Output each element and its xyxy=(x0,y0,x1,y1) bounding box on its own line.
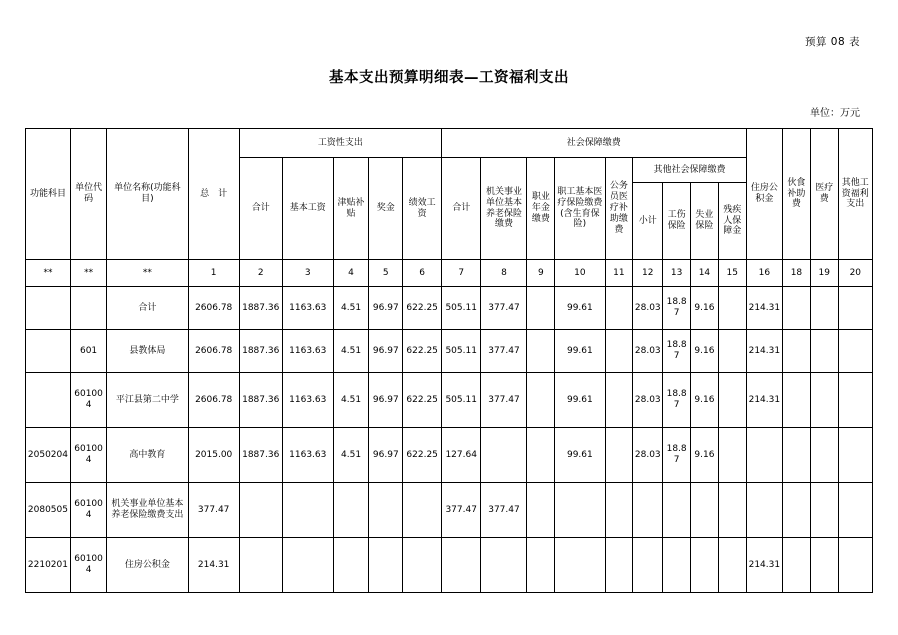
colnum: 16 xyxy=(746,260,782,287)
cell-total: 2606.78 xyxy=(188,373,239,428)
table-body xyxy=(26,260,873,593)
cell-disability-fund xyxy=(718,330,746,373)
col-header-meal-subsidy: 伙食补助费 xyxy=(783,129,811,260)
cell-occ-pension xyxy=(527,330,555,373)
col-header-bonus: 奖金 xyxy=(369,158,403,260)
cell-other-subtotal: 28.03 xyxy=(633,330,663,373)
cell-civil-medical-subsidy xyxy=(605,538,633,593)
col-header-work-injury: 工伤保险 xyxy=(663,183,691,260)
cell-unemployment: 9.16 xyxy=(691,287,719,330)
cell-salary-total: 1887.36 xyxy=(239,373,282,428)
colnum: 20 xyxy=(838,260,872,287)
cell-housing-fund: 214.31 xyxy=(746,330,782,373)
cell-unit-name: 合计 xyxy=(107,287,188,330)
cell-allowance xyxy=(333,483,368,538)
cell-meal-subsidy xyxy=(783,428,811,483)
cell-medical-fee xyxy=(810,538,838,593)
cell-medical: 99.61 xyxy=(555,428,605,483)
cell-basic-salary: 1163.63 xyxy=(282,428,333,483)
cell-medical-fee xyxy=(810,330,838,373)
cell-medical: 99.61 xyxy=(555,287,605,330)
col-header-housing-fund: 住房公积金 xyxy=(746,129,782,260)
col-header-social-total: 合计 xyxy=(441,158,481,260)
colnum: 10 xyxy=(555,260,605,287)
unit-note: 单位：万元 xyxy=(810,108,860,119)
cell-performance xyxy=(403,483,442,538)
cell-work-injury: 18.87 xyxy=(663,330,691,373)
colnum: ** xyxy=(107,260,188,287)
colnum: 4 xyxy=(333,260,368,287)
cell-medical-fee xyxy=(810,287,838,330)
cell-pension xyxy=(481,538,527,593)
col-header-salary-total: 合计 xyxy=(239,158,282,260)
colnum: 8 xyxy=(481,260,527,287)
cell-func-code xyxy=(26,287,71,330)
page-title: 基本支出预算明细表—工资福利支出 xyxy=(329,70,569,86)
budget-table xyxy=(25,128,873,593)
col-header-unit-name: 单位名称(功能科目) xyxy=(107,129,188,260)
cell-work-injury xyxy=(663,538,691,593)
col-header-pension: 机关事业单位基本养老保险缴费 xyxy=(481,158,527,260)
cell-work-injury: 18.87 xyxy=(663,373,691,428)
col-header-disability-fund: 残疾人保障金 xyxy=(718,183,746,260)
cell-other-subtotal xyxy=(633,483,663,538)
cell-bonus: 96.97 xyxy=(369,373,403,428)
cell-occ-pension xyxy=(527,428,555,483)
cell-work-injury xyxy=(663,483,691,538)
cell-bonus: 96.97 xyxy=(369,428,403,483)
col-header-medical: 职工基本医疗保险缴费(含生育保险) xyxy=(555,158,605,260)
col-header-performance: 绩效工资 xyxy=(403,158,442,260)
colnum: 1 xyxy=(188,260,239,287)
group-header-other-social-insurance: 其他社会保障缴费 xyxy=(633,158,746,183)
cell-unit-name: 住房公积金 xyxy=(107,538,188,593)
colnum: ** xyxy=(26,260,71,287)
cell-meal-subsidy xyxy=(783,287,811,330)
cell-func-code: 2080505 xyxy=(26,483,71,538)
cell-pension: 377.47 xyxy=(481,287,527,330)
cell-total: 214.31 xyxy=(188,538,239,593)
cell-medical: 99.61 xyxy=(555,330,605,373)
cell-housing-fund: 214.31 xyxy=(746,287,782,330)
cell-basic-salary xyxy=(282,538,333,593)
cell-work-injury: 18.87 xyxy=(663,287,691,330)
col-header-total: 总 计 xyxy=(188,129,239,260)
cell-civil-medical-subsidy xyxy=(605,330,633,373)
form-code: 预算 08 表 xyxy=(804,36,860,48)
table-row xyxy=(26,373,873,428)
cell-basic-salary: 1163.63 xyxy=(282,287,333,330)
cell-meal-subsidy xyxy=(783,538,811,593)
cell-salary-total: 1887.36 xyxy=(239,428,282,483)
cell-salary-total xyxy=(239,483,282,538)
cell-other-subtotal xyxy=(633,538,663,593)
cell-pension: 377.47 xyxy=(481,483,527,538)
colnum: 13 xyxy=(663,260,691,287)
cell-unit-code: 601004 xyxy=(70,428,106,483)
cell-meal-subsidy xyxy=(783,330,811,373)
cell-bonus xyxy=(369,483,403,538)
cell-other-welfare xyxy=(838,428,872,483)
cell-housing-fund: 214.31 xyxy=(746,538,782,593)
colnum: 6 xyxy=(403,260,442,287)
cell-disability-fund xyxy=(718,373,746,428)
colnum: 5 xyxy=(369,260,403,287)
cell-other-welfare xyxy=(838,373,872,428)
col-header-unemployment: 失业保险 xyxy=(691,183,719,260)
cell-total: 2606.78 xyxy=(188,287,239,330)
cell-func-code xyxy=(26,373,71,428)
cell-performance: 622.25 xyxy=(403,373,442,428)
cell-medical-fee xyxy=(810,483,838,538)
colnum: 11 xyxy=(605,260,633,287)
cell-civil-medical-subsidy xyxy=(605,373,633,428)
group-header-salary-expense: 工资性支出 xyxy=(239,129,441,158)
cell-disability-fund xyxy=(718,287,746,330)
cell-allowance: 4.51 xyxy=(333,428,368,483)
column-number-row xyxy=(26,260,873,287)
colnum: ** xyxy=(70,260,106,287)
cell-unemployment xyxy=(691,483,719,538)
cell-bonus xyxy=(369,538,403,593)
cell-total: 2606.78 xyxy=(188,330,239,373)
cell-unemployment: 9.16 xyxy=(691,373,719,428)
cell-unit-code xyxy=(70,287,106,330)
colnum: 9 xyxy=(527,260,555,287)
colnum: 14 xyxy=(691,260,719,287)
cell-salary-total xyxy=(239,538,282,593)
cell-housing-fund xyxy=(746,483,782,538)
col-header-allowance: 津贴补贴 xyxy=(333,158,368,260)
cell-pension: 377.47 xyxy=(481,373,527,428)
colnum: 2 xyxy=(239,260,282,287)
cell-other-welfare xyxy=(838,483,872,538)
cell-pension xyxy=(481,428,527,483)
cell-civil-medical-subsidy xyxy=(605,483,633,538)
colnum: 19 xyxy=(810,260,838,287)
table-row xyxy=(26,330,873,373)
cell-medical xyxy=(555,483,605,538)
cell-occ-pension xyxy=(527,538,555,593)
cell-allowance xyxy=(333,538,368,593)
cell-allowance: 4.51 xyxy=(333,287,368,330)
cell-social-total: 127.64 xyxy=(441,428,481,483)
cell-allowance: 4.51 xyxy=(333,330,368,373)
colnum: 7 xyxy=(441,260,481,287)
col-header-basic-salary: 基本工资 xyxy=(282,158,333,260)
cell-basic-salary xyxy=(282,483,333,538)
cell-func-code xyxy=(26,330,71,373)
cell-occ-pension xyxy=(527,373,555,428)
cell-medical xyxy=(555,538,605,593)
col-header-medical-fee: 医疗费 xyxy=(810,129,838,260)
cell-unemployment: 9.16 xyxy=(691,330,719,373)
cell-bonus: 96.97 xyxy=(369,287,403,330)
cell-social-total: 505.11 xyxy=(441,373,481,428)
cell-other-welfare xyxy=(838,287,872,330)
colnum: 15 xyxy=(718,260,746,287)
group-header-social-insurance: 社会保障缴费 xyxy=(441,129,746,158)
cell-other-subtotal: 28.03 xyxy=(633,287,663,330)
col-header-func-code: 功能科目 xyxy=(26,129,71,260)
cell-social-total xyxy=(441,538,481,593)
col-header-civil-medical-subsidy: 公务员医疗补助缴费 xyxy=(605,158,633,260)
colnum: 12 xyxy=(633,260,663,287)
colnum: 18 xyxy=(783,260,811,287)
table-row xyxy=(26,483,873,538)
cell-unemployment: 9.16 xyxy=(691,428,719,483)
cell-civil-medical-subsidy xyxy=(605,287,633,330)
cell-allowance: 4.51 xyxy=(333,373,368,428)
cell-civil-medical-subsidy xyxy=(605,428,633,483)
cell-other-subtotal: 28.03 xyxy=(633,428,663,483)
table-row xyxy=(26,428,873,483)
cell-unit-name: 平江县第二中学 xyxy=(107,373,188,428)
cell-social-total: 505.11 xyxy=(441,287,481,330)
col-header-other-subtotal: 小计 xyxy=(633,183,663,260)
cell-work-injury: 18.87 xyxy=(663,428,691,483)
cell-meal-subsidy xyxy=(783,483,811,538)
cell-social-total: 505.11 xyxy=(441,330,481,373)
cell-pension: 377.47 xyxy=(481,330,527,373)
cell-housing-fund: 214.31 xyxy=(746,373,782,428)
cell-unit-code: 601004 xyxy=(70,373,106,428)
col-header-unit-code: 单位代码 xyxy=(70,129,106,260)
cell-disability-fund xyxy=(718,538,746,593)
cell-other-welfare xyxy=(838,330,872,373)
table-row xyxy=(26,538,873,593)
table-row xyxy=(26,287,873,330)
cell-basic-salary: 1163.63 xyxy=(282,330,333,373)
cell-medical-fee xyxy=(810,428,838,483)
cell-social-total: 377.47 xyxy=(441,483,481,538)
col-header-occ-pension: 职业年金缴费 xyxy=(527,158,555,260)
cell-unemployment xyxy=(691,538,719,593)
cell-medical: 99.61 xyxy=(555,373,605,428)
col-header-other-welfare: 其他工资福利支出 xyxy=(838,129,872,260)
cell-other-subtotal: 28.03 xyxy=(633,373,663,428)
cell-performance: 622.25 xyxy=(403,287,442,330)
cell-bonus: 96.97 xyxy=(369,330,403,373)
colnum: 3 xyxy=(282,260,333,287)
cell-housing-fund xyxy=(746,428,782,483)
cell-func-code: 2210201 xyxy=(26,538,71,593)
cell-unit-name: 县教体局 xyxy=(107,330,188,373)
cell-performance: 622.25 xyxy=(403,428,442,483)
cell-other-welfare xyxy=(838,538,872,593)
cell-occ-pension xyxy=(527,483,555,538)
cell-func-code: 2050204 xyxy=(26,428,71,483)
cell-performance: 622.25 xyxy=(403,330,442,373)
cell-unit-name: 高中教育 xyxy=(107,428,188,483)
cell-unit-code: 601 xyxy=(70,330,106,373)
cell-unit-code: 601004 xyxy=(70,538,106,593)
cell-meal-subsidy xyxy=(783,373,811,428)
cell-total: 2015.00 xyxy=(188,428,239,483)
cell-occ-pension xyxy=(527,287,555,330)
cell-disability-fund xyxy=(718,483,746,538)
cell-unit-code: 601004 xyxy=(70,483,106,538)
cell-medical-fee xyxy=(810,373,838,428)
cell-disability-fund xyxy=(718,428,746,483)
cell-unit-name: 机关事业单位基本养老保险缴费支出 xyxy=(107,483,188,538)
cell-total: 377.47 xyxy=(188,483,239,538)
cell-performance xyxy=(403,538,442,593)
cell-salary-total: 1887.36 xyxy=(239,287,282,330)
cell-salary-total: 1887.36 xyxy=(239,330,282,373)
cell-basic-salary: 1163.63 xyxy=(282,373,333,428)
